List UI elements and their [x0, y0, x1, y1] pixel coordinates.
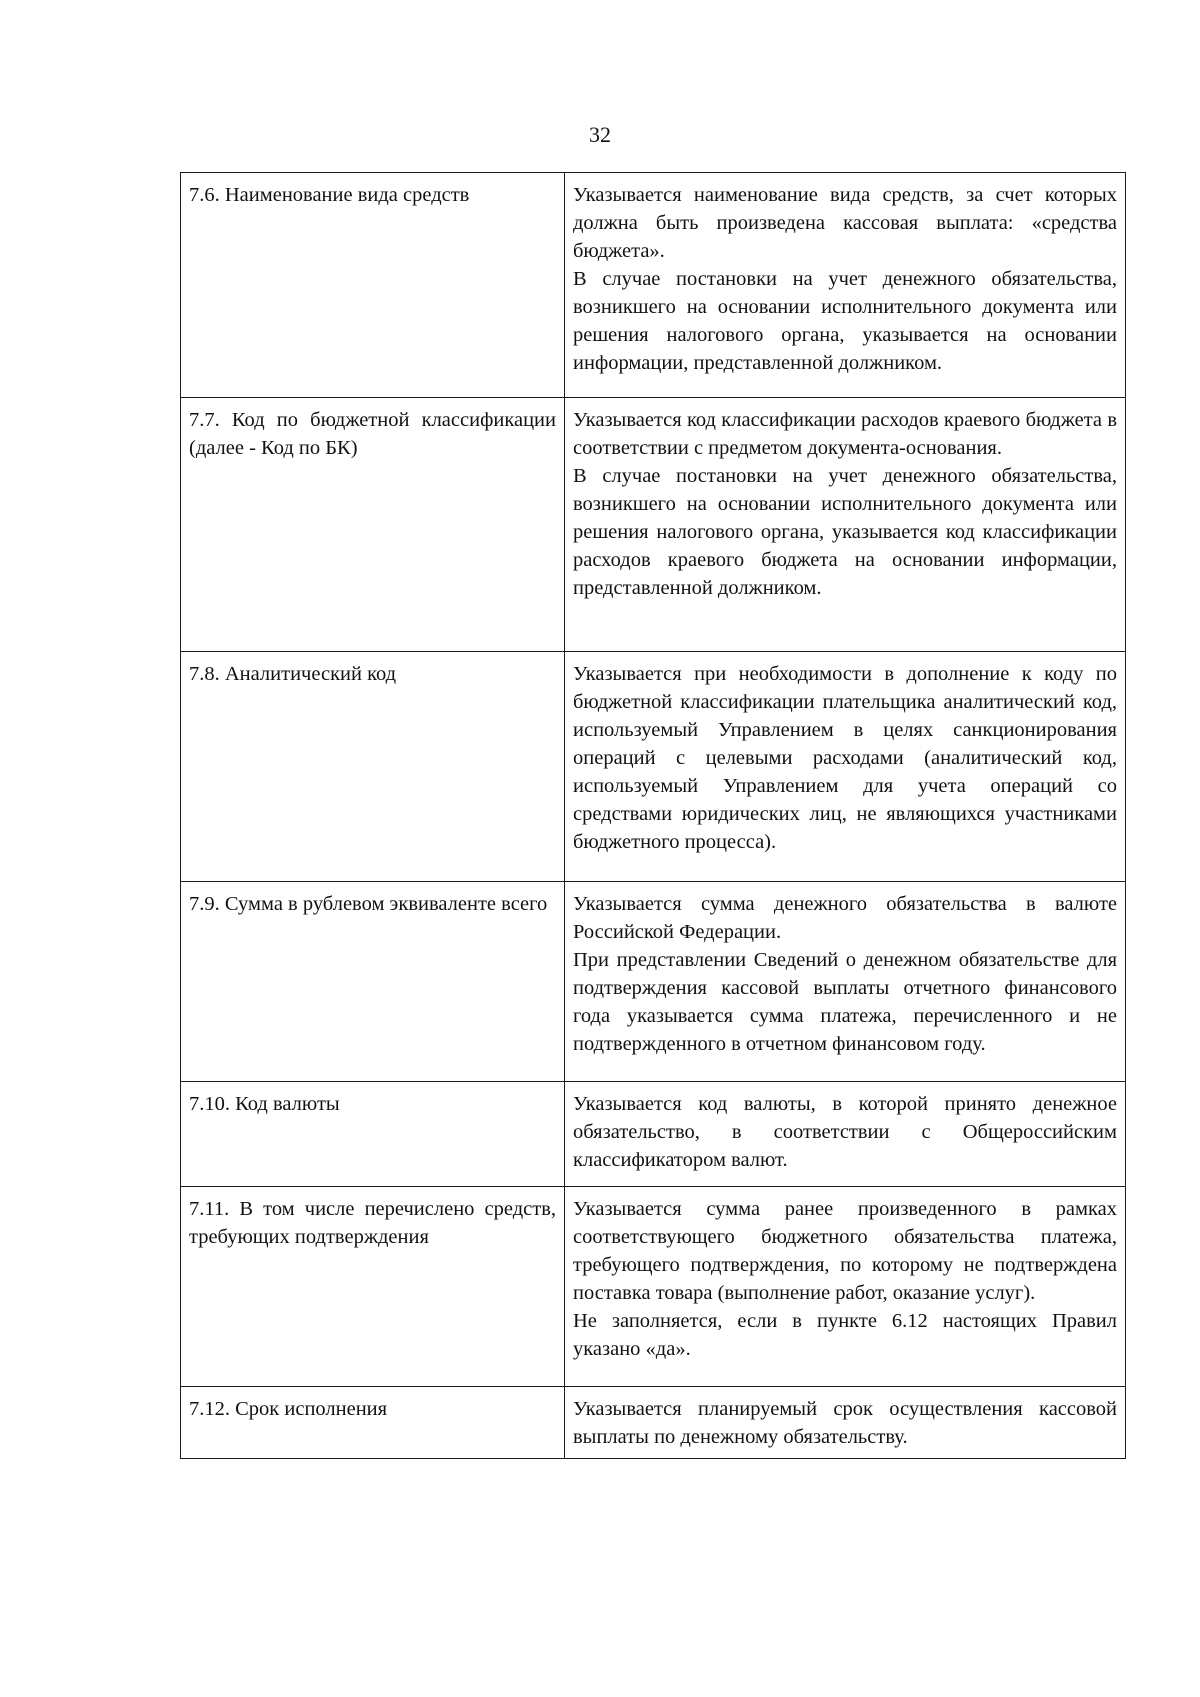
table-row [181, 652, 1126, 882]
field-description-cell [565, 1187, 1126, 1387]
field-description-cell [565, 1082, 1126, 1187]
field-description-cell [565, 652, 1126, 882]
table-row [181, 398, 1126, 652]
field-description-cell [565, 882, 1126, 1082]
field-name-cell: 7.12. Срок исполнения [181, 1387, 565, 1459]
table-row [181, 1387, 1126, 1459]
description-paragraph: Указывается наименование вида средств, за счет которых должна быть произведена кассовая выплата: «средства бюджета». [573, 184, 1117, 262]
field-name-cell: 7.8. Аналитический код [181, 652, 565, 882]
description-paragraph: Указывается код классификации расходов краевого бюджета в соответствии с предметом документа-основания. [573, 409, 1117, 459]
table-row [181, 1187, 1126, 1387]
field-name-cell: 7.7. Код по бюджетной классификации (далее - Код по БК) [181, 398, 565, 652]
field-description-cell [565, 398, 1126, 652]
description-paragraph: Указывается сумма ранее произведенного в рамках соответствующего бюджетного обязательства платежа, требующего подтверждения, по которому не подтверждена поставка товара (выполнение работ, оказание услуг). [573, 1198, 1117, 1304]
table-row [181, 1082, 1126, 1187]
description-paragraph: При представлении Сведений о денежном обязательстве для подтверждения кассовой выплаты отчетного финансового года указывается сумма платежа, перечисленного и не подтвержденного в отчетном финансовом году. [573, 949, 1117, 1055]
table-row [181, 173, 1126, 398]
description-paragraph: В случае постановки на учет денежного обязательства, возникшего на основании исполнительного документа или решения налогового органа, указывается код классификации расходов краевого бюджета на основании информации, представленной должником. [573, 465, 1117, 599]
table-row [181, 882, 1126, 1082]
field-name-cell: 7.6. Наименование вида средств [181, 173, 565, 398]
page-number: 32 [589, 122, 611, 147]
description-paragraph: Указывается планируемый срок осуществления кассовой выплаты по денежному обязательству. [573, 1398, 1117, 1448]
description-paragraph: В случае постановки на учет денежного обязательства, возникшего на основании исполнительного документа или решения налогового органа, указывается на основании информации, представленной должником. [573, 268, 1117, 374]
fields-table [180, 172, 1126, 1459]
field-description-cell [565, 1387, 1126, 1459]
field-name-cell: 7.11. В том числе перечислено средств, требующих подтверждения [181, 1187, 565, 1387]
description-paragraph: Указывается сумма денежного обязательства в валюте Российской Федерации. [573, 893, 1117, 943]
field-description-cell [565, 173, 1126, 398]
description-paragraph: Указывается при необходимости в дополнение к коду по бюджетной классификации плательщика аналитический код, используемый Управлением в целях санкционирования операций с целевыми расходами (аналитический код, используемый Управлением для учета операций со средствами юридических лиц, не являющихся участниками бюджетного процесса). [573, 663, 1117, 853]
description-paragraph: Указывается код валюты, в которой принято денежное обязательство, в соответствии с Общероссийским классификатором валют. [573, 1093, 1117, 1171]
field-name-cell: 7.10. Код валюты [181, 1082, 565, 1187]
field-name-cell: 7.9. Сумма в рублевом эквиваленте всего [181, 882, 565, 1082]
description-paragraph: Не заполняется, если в пункте 6.12 настоящих Правил указано «да». [573, 1310, 1117, 1360]
